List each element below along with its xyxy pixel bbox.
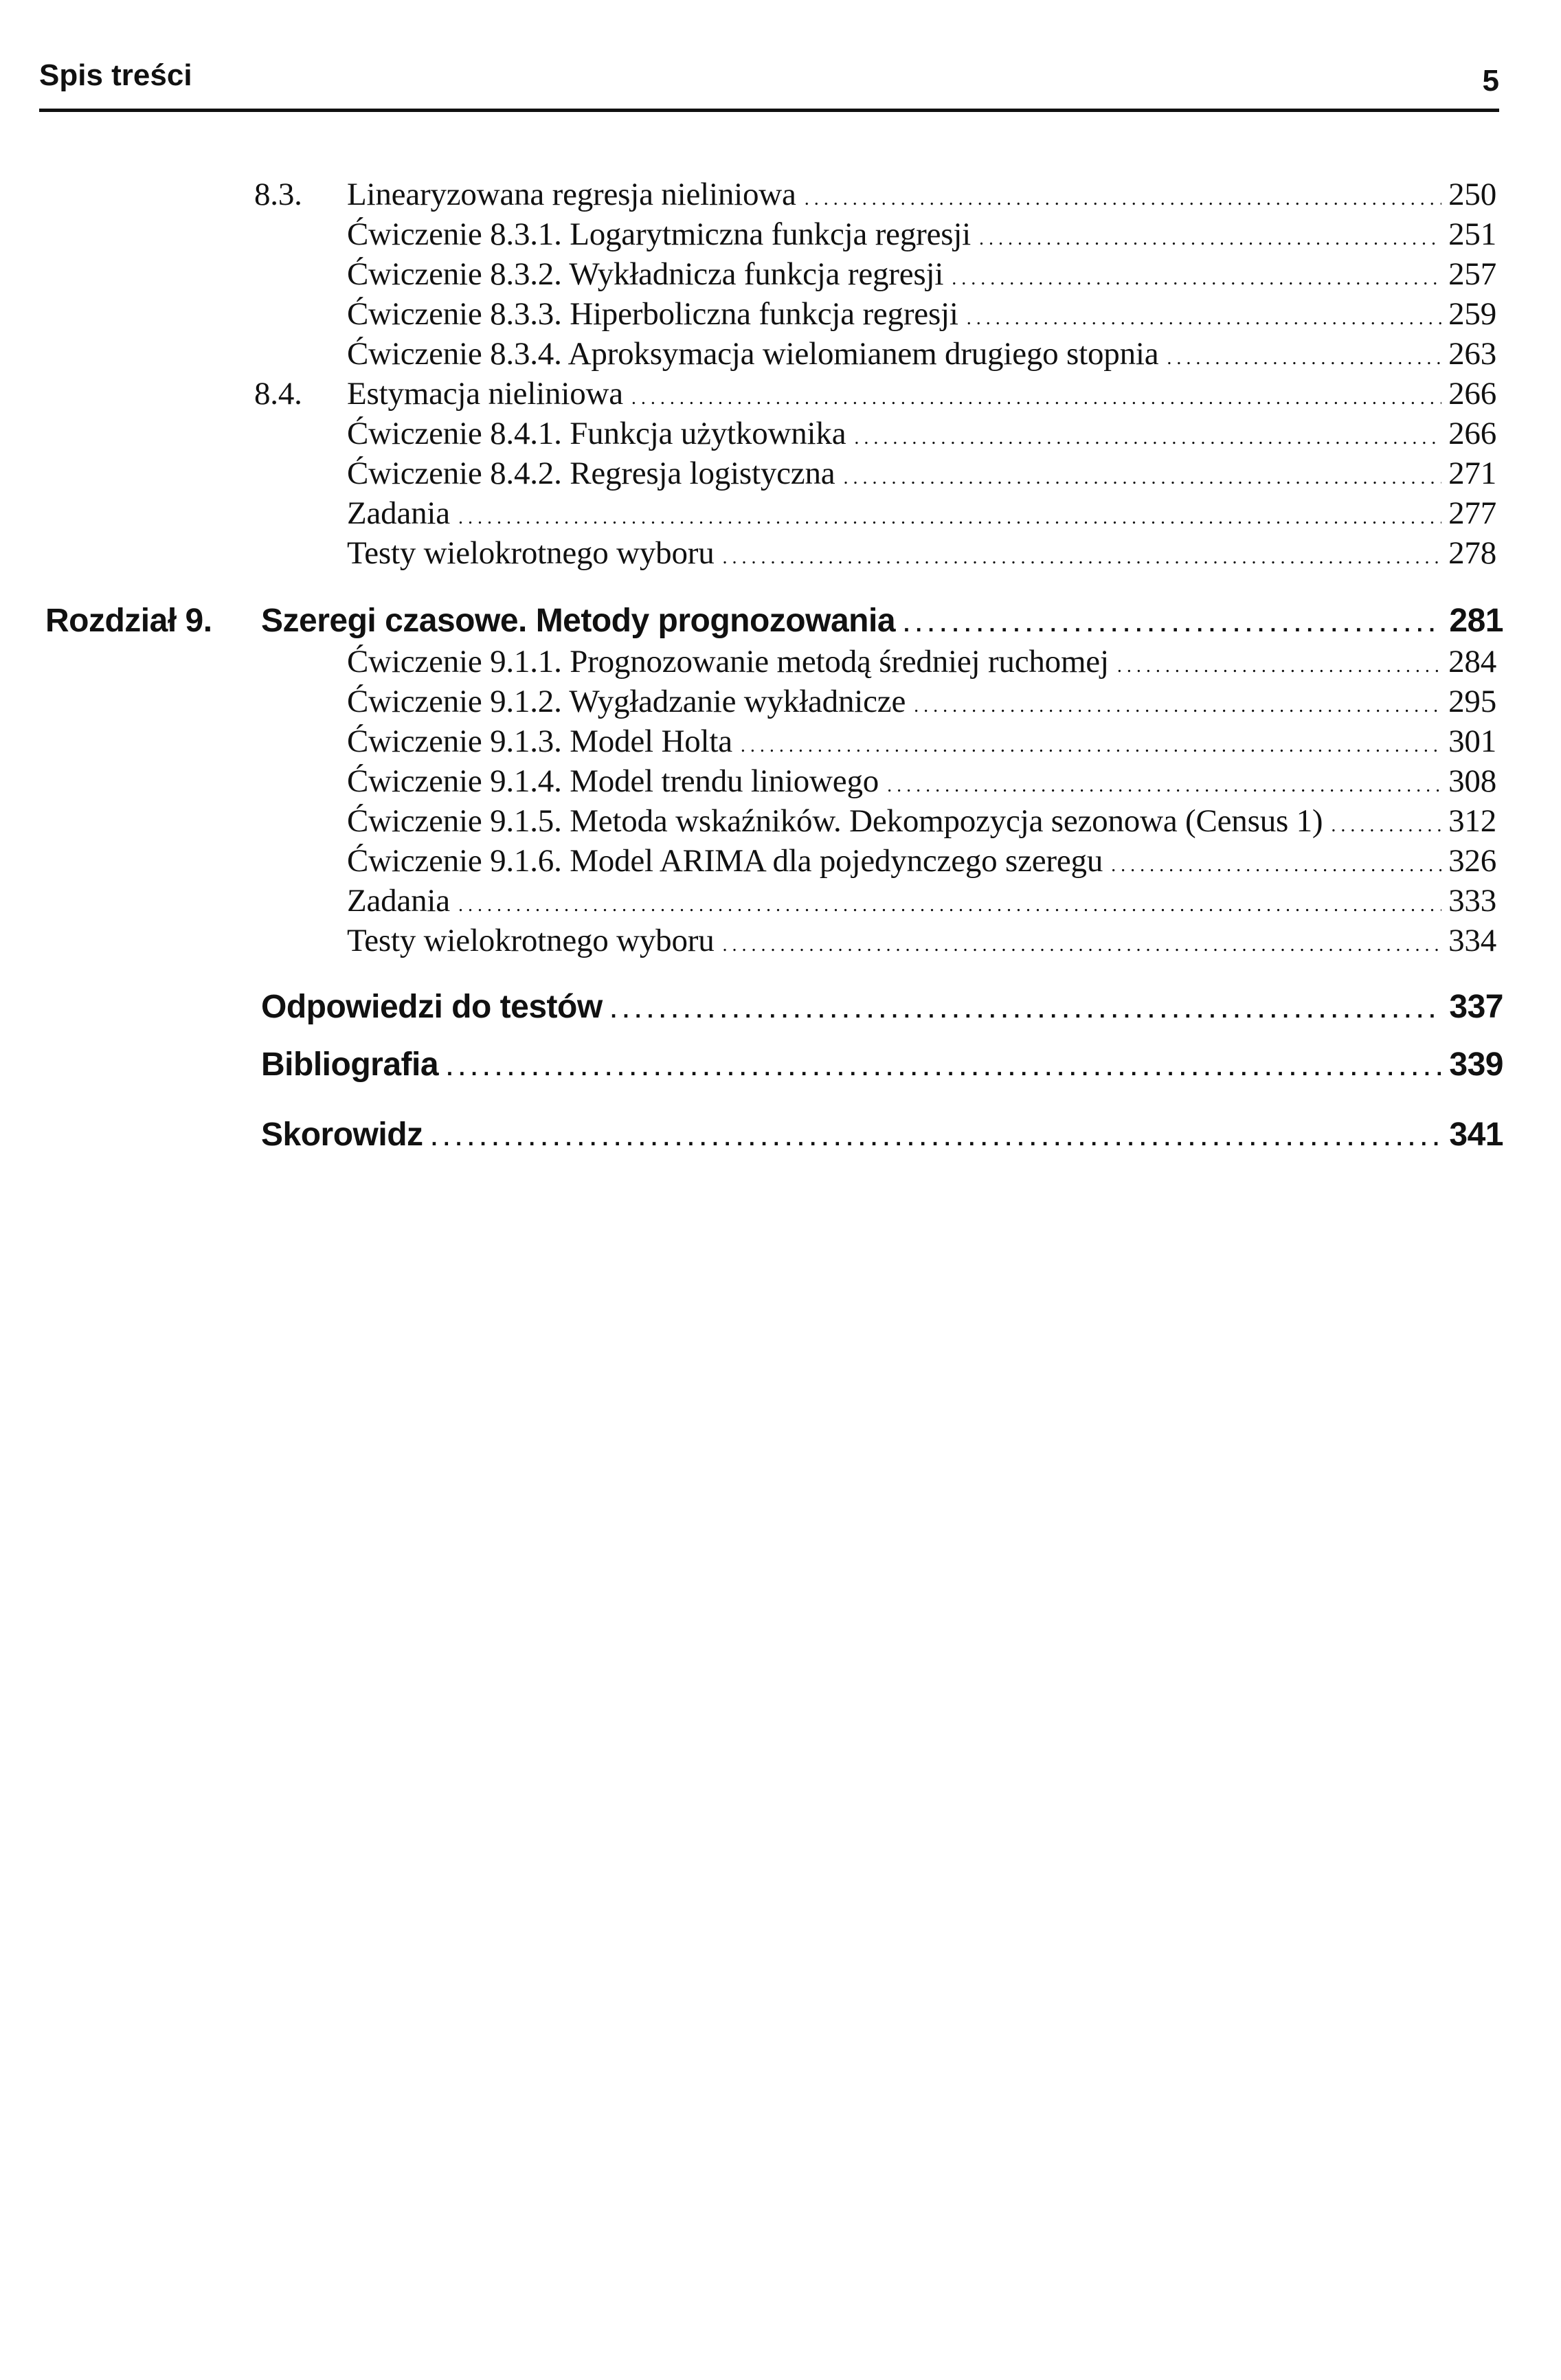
dot-leader xyxy=(1167,339,1441,379)
toc-entry-title: Estymacja nieliniowa xyxy=(347,376,623,412)
toc-entry-page: 284 xyxy=(1448,644,1496,680)
toc-entry-page: 250 xyxy=(1448,177,1496,212)
dot-leader xyxy=(1117,647,1441,686)
toc-entry-page: 251 xyxy=(1448,216,1496,252)
toc-entry-skorowidz xyxy=(261,1114,1503,1158)
toc-entry-8-4-1 xyxy=(347,414,1496,458)
toc-entry-title: Linearyzowana regresja nieliniowa xyxy=(347,177,796,212)
toc-entry-page: 339 xyxy=(1449,1046,1503,1083)
toc-entry-page: 263 xyxy=(1448,336,1496,372)
toc-entry-title: Ćwiczenie 9.1.1. Prognozowanie metodą średniej ruchomej xyxy=(347,644,1109,680)
chapter-label: Rozdział 9. xyxy=(45,603,212,639)
dot-leader xyxy=(887,766,1441,806)
dot-leader xyxy=(1331,806,1441,846)
dot-leader xyxy=(458,498,1441,538)
toc-entry-title: Zadania xyxy=(347,883,450,919)
toc-entry-8-3 xyxy=(254,175,1496,219)
dot-leader xyxy=(967,299,1441,339)
toc-entry-odpowiedzi xyxy=(261,987,1503,1031)
toc-entry-title: Ćwiczenie 8.4.2. Regresja logistyczna xyxy=(347,456,835,491)
toc-entry-page: 301 xyxy=(1448,723,1496,759)
dot-leader xyxy=(914,686,1441,726)
dot-leader xyxy=(854,418,1441,458)
toc-entry-9-1-2 xyxy=(347,682,1496,726)
dot-leader xyxy=(903,603,1442,644)
toc-entry-title: Ćwiczenie 9.1.2. Wygładzanie wykładnicze xyxy=(347,684,906,719)
dot-leader xyxy=(843,458,1441,498)
dot-leader xyxy=(723,538,1442,578)
toc-entry-title: Ćwiczenie 8.3.4. Aproksymacja wielomianem drugiego stopnia xyxy=(347,336,1159,372)
dot-leader xyxy=(805,179,1441,219)
toc-entry-title: Zadania xyxy=(347,495,450,531)
toc-entry-title: Testy wielokrotnego wyboru xyxy=(347,535,715,571)
page-number: 5 xyxy=(1482,64,1499,98)
toc-entry-page: 333 xyxy=(1448,883,1496,919)
toc-entry-page: 341 xyxy=(1449,1116,1503,1153)
toc-entry-page: 295 xyxy=(1448,684,1496,719)
dot-leader xyxy=(458,886,1441,925)
toc-entry-title: Ćwiczenie 9.1.6. Model ARIMA dla pojedynczego szeregu xyxy=(347,843,1103,879)
toc-entry-bibliografia xyxy=(261,1044,1503,1088)
toc-entry-page: 266 xyxy=(1448,376,1496,412)
toc-entry-8-3-1 xyxy=(347,214,1496,259)
toc-entry-number: 8.3. xyxy=(254,177,302,212)
toc-entry-page: 271 xyxy=(1448,456,1496,491)
running-header xyxy=(39,47,1499,112)
toc-entry-title: Ćwiczenie 9.1.3. Model Holta xyxy=(347,723,732,759)
toc-entry-9-1-5 xyxy=(347,801,1496,846)
toc-entry-page: 308 xyxy=(1448,763,1496,799)
toc-entry-title: Ćwiczenie 9.1.5. Metoda wskaźników. Dekompozycja sezonowa (Census 1) xyxy=(347,803,1323,839)
toc-entry-8-3-4 xyxy=(347,334,1496,379)
toc-entry-9-1-4 xyxy=(347,761,1496,806)
toc-entry-page: 278 xyxy=(1448,535,1496,571)
toc-entry-9-zadania xyxy=(347,881,1496,925)
dot-leader xyxy=(952,259,1441,299)
dot-leader xyxy=(741,726,1441,766)
toc-entry-8-3-2 xyxy=(347,254,1496,299)
toc-entry-8-4 xyxy=(254,374,1496,418)
dot-leader xyxy=(1111,846,1441,886)
toc-entry-page: 312 xyxy=(1448,803,1496,839)
toc-entry-number: 8.4. xyxy=(254,376,302,412)
toc-entry-page: 277 xyxy=(1448,495,1496,531)
toc-entry-title: Odpowiedzi do testów xyxy=(261,989,603,1025)
toc-entry-title: Testy wielokrotnego wyboru xyxy=(347,923,715,958)
toc-entry-9-1-3 xyxy=(347,721,1496,766)
toc-entry-8-4-2 xyxy=(347,453,1496,498)
dot-leader xyxy=(979,219,1441,259)
dot-leader xyxy=(611,989,1443,1031)
toc-entry-chapter-9 xyxy=(261,600,1503,644)
toc-entry-page: 337 xyxy=(1449,989,1503,1025)
dot-leader xyxy=(631,379,1441,418)
toc-entry-page: 326 xyxy=(1448,843,1496,879)
toc-entry-9-testy xyxy=(347,921,1496,965)
toc-entry-page: 266 xyxy=(1448,416,1496,451)
dot-leader xyxy=(447,1047,1442,1088)
toc-entry-page: 334 xyxy=(1448,923,1496,958)
toc-entry-8-3-3 xyxy=(347,294,1496,339)
toc-entry-page: 257 xyxy=(1448,256,1496,292)
toc-entry-9-1-1 xyxy=(347,642,1496,686)
toc-entry-title: Szeregi czasowe. Metody prognozowania xyxy=(261,603,896,639)
toc-entry-title: Ćwiczenie 8.3.3. Hiperboliczna funkcja regresji xyxy=(347,296,958,332)
toc-entry-9-1-6 xyxy=(347,841,1496,886)
toc-entry-title: Ćwiczenie 8.4.1. Funkcja użytkownika xyxy=(347,416,846,451)
toc-entry-title: Ćwiczenie 9.1.4. Model trendu liniowego xyxy=(347,763,879,799)
toc-entry-title: Skorowidz xyxy=(261,1116,423,1153)
toc-entry-title: Ćwiczenie 8.3.1. Logarytmiczna funkcja regresji xyxy=(347,216,972,252)
dot-leader xyxy=(431,1117,1443,1158)
toc-entry-title: Bibliografia xyxy=(261,1046,439,1083)
dot-leader xyxy=(723,925,1442,965)
toc-entry-8-testy xyxy=(347,533,1496,578)
toc-entry-page: 259 xyxy=(1448,296,1496,332)
toc-entry-title: Ćwiczenie 8.3.2. Wykładnicza funkcja regresji xyxy=(347,256,944,292)
running-header-title: Spis treści xyxy=(39,58,192,92)
toc-entry-page: 281 xyxy=(1449,603,1503,639)
toc-entry-8-zadania xyxy=(347,493,1496,538)
